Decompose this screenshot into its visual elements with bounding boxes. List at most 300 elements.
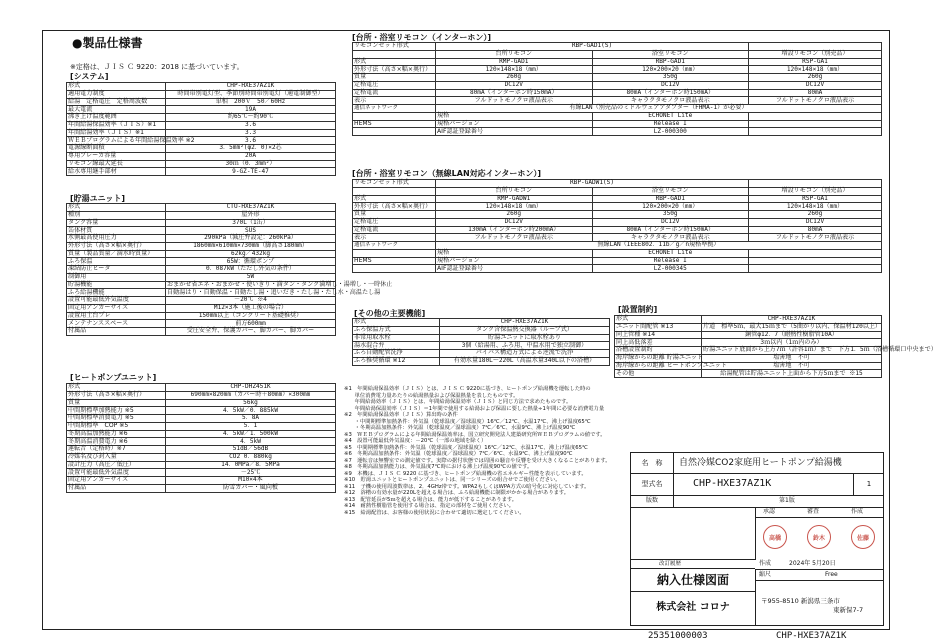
other-heading: [その他の主要機能] xyxy=(354,309,426,318)
product-name: 自然冷媒CO2家庭用ヒートポンプ給湯機 xyxy=(679,458,842,468)
table-cell: CHP-DHZ451K xyxy=(166,384,336,392)
table-cell: 同上高低落差 xyxy=(615,339,702,347)
note-line: ※7 運転音は無響室での測定値です。実際の据付状態では周囲の騒音や反響を受け大きくなることがあります。 xyxy=(344,457,611,464)
table-cell: 5．1 xyxy=(166,422,336,430)
table-cell: 定格電流 xyxy=(353,226,436,234)
table-cell: 定格電圧 xyxy=(353,81,436,89)
approve-stamp: 高橋 xyxy=(763,525,787,549)
notes-block xyxy=(344,386,624,516)
note-line: ※5 中間期標準加熱条件：外気温（乾球温度／湿球温度）16℃／12℃、水温17℃、沸上げ温度65℃ xyxy=(344,444,588,451)
table-cell: RBP-GADW1(S) xyxy=(436,180,749,188)
table-row xyxy=(67,129,336,137)
table-cell: DC12V xyxy=(436,218,593,226)
table-row xyxy=(353,211,882,219)
table-cell: フルドットモノクロ液晶表示 xyxy=(436,234,593,242)
table-cell: RMP-GADW1 xyxy=(436,195,593,203)
table-cell: 外形寸法（高さ×幅×奥行） xyxy=(67,391,166,399)
note-line: ※8 冬期高温加熱能力は、外気温度7℃時における沸上げ温度90℃の値です。 xyxy=(344,464,533,470)
table-row xyxy=(67,281,336,289)
table-cell: 設置可能最低外気温度 xyxy=(67,469,166,477)
table-cell: 制御用 xyxy=(67,273,166,281)
table-cell: 3.6 xyxy=(166,137,336,145)
table-cell: 適用電力制度 xyxy=(67,90,166,98)
table-cell: DC12V xyxy=(592,218,749,226)
table-cell: 260g xyxy=(749,211,882,219)
tank-heading: [貯湯ユニット] xyxy=(70,194,125,203)
table-row xyxy=(353,74,882,82)
note-line: ・中間期標準加熱条件：外気温（乾球温度／湿球温度）16℃／12℃、水温17℃、沸上げ温度65℃ xyxy=(344,418,591,425)
review-stamp: 鈴木 xyxy=(807,525,831,549)
table-cell: 給湯配管は貯湯ユニット上面から下方5ｍまで ※15 xyxy=(702,370,882,378)
table-cell: 5．8A xyxy=(166,415,336,423)
note-line: 年間給湯効率（ＪＩＳ）とは、年間給湯保温効率（ＪＩＳ）と同じ方法で求めたものです。 xyxy=(344,399,572,405)
table-cell: ECHONET Lite xyxy=(592,112,749,120)
table-cell: その他 xyxy=(615,370,702,378)
table-cell: リモコン線最大延長 xyxy=(67,160,166,168)
table-cell: 年間給湯効率（ＪＩＳ）※1 xyxy=(67,129,166,137)
table-cell: 有線LAN（別売品のミドルウェアアダプター（FHMA-1）が必要） xyxy=(436,105,882,113)
note-line: ※2 年間給湯保温効率（ＪＩＳ）算出時の条件 xyxy=(344,412,458,418)
table-cell: Release I xyxy=(592,257,749,265)
table-row xyxy=(67,422,336,430)
table-row xyxy=(67,461,336,469)
table-cell: リモコンセット形式 xyxy=(353,43,436,51)
table-cell: フルドットモノクロ液晶表示 xyxy=(749,97,882,105)
table-cell: 湯水混合弁 xyxy=(353,342,440,350)
table-cell xyxy=(749,128,882,136)
table-cell: 前方600mm xyxy=(166,320,336,328)
table-cell: 80mA xyxy=(749,89,882,97)
table-cell: DC12V xyxy=(749,81,882,89)
table-cell: 非常用取水栓 xyxy=(353,334,440,342)
table-cell: 形式 xyxy=(353,319,440,327)
table-cell: ＷＥＢプログラムによる年間給湯保温効率 ※2 xyxy=(68,136,195,144)
table-cell: 規格バージョン xyxy=(436,120,593,128)
table-cell: 銅管φ12．7（耐熱性樹脂管10A） xyxy=(702,331,882,339)
table-cell: バイパス構造方式による逆流で洗浄 xyxy=(440,350,610,358)
table-cell: フルドットモノクロ液晶表示 xyxy=(436,97,593,105)
table-cell: 80mA（インターホン時150mA） xyxy=(436,89,593,97)
table-row xyxy=(353,187,882,195)
table-cell: 浴槽設置制約 xyxy=(615,347,702,355)
table-cell: 増設リモコン（別売品） xyxy=(749,187,882,195)
table-cell: 質量 xyxy=(353,74,436,82)
table-cell: タンク含保温熱交換器（ループ式） xyxy=(440,326,610,334)
note-line: ※11 子機の使用周波数帯は、2．4GHz帯です。WPA2もしくはWPA方式の暗号化に対応しています。 xyxy=(344,483,590,490)
table-row xyxy=(353,334,610,342)
table-cell: 80mA（インターホン時150mA） xyxy=(592,89,749,97)
table-cell xyxy=(353,265,436,273)
table-row xyxy=(67,168,336,176)
table-row xyxy=(67,430,336,438)
install-heading: [設置制約] xyxy=(618,305,658,314)
note-line: 年間給湯保温効率（ＪＩＳ）＝1年間で使用する給湯および保温に要した熱量÷1年間に必要な消費電力量 xyxy=(344,405,605,412)
table-row xyxy=(67,250,336,258)
table-cell: 0．087kW（ただし外気の条件） xyxy=(166,266,336,274)
table-row xyxy=(615,323,882,331)
table-cell: 350g xyxy=(592,211,749,219)
table-row xyxy=(353,242,882,250)
table-cell: 防雪カバー・風向板 xyxy=(166,484,336,492)
table-cell: 65W：循環ポンプ xyxy=(166,258,336,266)
table-cell: 規格 xyxy=(436,112,593,120)
table-cell xyxy=(353,249,436,257)
note-line: ※12 浴槽の有効水量が220Lを超える場合は、ふろ給湯機能に制限がかかる場合があります。 xyxy=(344,490,570,496)
table-cell: 専用ブレーカ容量 xyxy=(67,152,166,160)
table-cell: 定格電圧 xyxy=(353,218,436,226)
table-cell: HEMS xyxy=(353,120,436,128)
table-cell: AIF認証登録番号 xyxy=(436,265,593,273)
table-cell: 浴室リモコン xyxy=(592,50,749,58)
table-cell: 形式 xyxy=(67,83,166,91)
table-cell: SUS xyxy=(166,227,336,235)
table-cell: 水側最高使用圧力 xyxy=(67,235,166,243)
table-row xyxy=(67,391,336,399)
table-cell: 中間期標準加熱能力 ※5 xyxy=(67,407,166,415)
table-cell: 5W xyxy=(166,273,336,281)
other-table xyxy=(352,318,610,366)
table-row xyxy=(615,370,882,378)
table-row xyxy=(67,98,336,106)
table-cell: RMP-GAD1 xyxy=(436,58,593,66)
table-cell: 冬期高温加熱能力 ※6 xyxy=(67,430,166,438)
table-cell: 規格 xyxy=(436,249,593,257)
table-cell: 260g xyxy=(749,74,882,82)
table-cell: ふろ自動配管洗浄 xyxy=(353,350,440,358)
remote2-heading: [台所・浴室リモコン（無線LAN対応インターホン）] xyxy=(352,169,541,178)
table-row xyxy=(353,128,882,136)
table-row xyxy=(67,137,336,145)
table-cell: 単相 200Ｖ 50／60Hz xyxy=(166,98,336,106)
table-cell: 質量 xyxy=(353,211,436,219)
table-cell: 9-GZ-TE-47 xyxy=(166,168,336,176)
table-cell: 固定用アンカーサイズ xyxy=(67,304,166,312)
table-row xyxy=(67,121,336,129)
table-cell: 3.3 xyxy=(166,129,336,137)
table-row xyxy=(67,90,336,98)
table-cell: 自動湯はり・自動保温・自動たし湯・追いだき・たし湯・たし水・高温たし湯 xyxy=(167,288,381,296)
table-row xyxy=(67,477,336,485)
table-cell: HEMS xyxy=(353,257,436,265)
system-table xyxy=(66,82,336,176)
table-cell: 3ｍ以内（1ｍ内のみ） xyxy=(702,339,882,347)
note-line: ※10 貯湯ユニットとヒートポンプユニットは、同一シリーズの組合せでご使用ください。 xyxy=(344,477,561,483)
table-cell: 形式 xyxy=(67,204,166,212)
table-cell: DC12V xyxy=(749,218,882,226)
table-row xyxy=(67,219,336,227)
table-cell: 海岸線からの距離 貯湯ユニット xyxy=(616,354,704,362)
table-cell xyxy=(749,257,882,265)
table-cell: 通信ネットワーク xyxy=(353,242,436,250)
table-cell: 350g xyxy=(592,74,749,82)
table-cell: 冷媒名及び封入量 xyxy=(67,453,166,461)
table-cell: 海岸線からの距離 ヒートポンプユニット xyxy=(616,361,727,369)
table-cell: CHP-HXE37AZ1K xyxy=(166,83,336,91)
system-heading: [システム] xyxy=(70,72,109,81)
address-line1: 新潟県三条市 xyxy=(800,597,840,605)
table-cell: ふろ保温 xyxy=(67,258,166,266)
address-line2: 東新保7-7 xyxy=(833,606,864,614)
table-cell: 20A xyxy=(166,152,336,160)
table-cell: 設置可能最低外気温度 xyxy=(67,297,166,305)
table-row xyxy=(67,242,336,250)
note-line: ※13 配管延長が5ｍを超える場合は、能力が低下することがあります。 xyxy=(344,496,518,503)
table-cell: 120×200×20（mm） xyxy=(592,66,749,74)
table-cell: 貯湯ユニットに取水栓あり xyxy=(440,334,610,342)
table-cell: 外形寸法（高さ×幅×奥行） xyxy=(353,66,436,74)
table-cell: 表示 xyxy=(353,97,436,105)
table-cell: タンク容量 xyxy=(67,219,166,227)
table-row xyxy=(67,453,336,461)
table-cell: 凍結防止ヒータ xyxy=(67,266,166,274)
table-row xyxy=(353,195,882,203)
table-cell: 種別 xyxy=(67,211,166,219)
table-cell: 増設リモコン（別売品） xyxy=(749,50,882,58)
table-row xyxy=(353,105,882,113)
table-cell: 電源線断面積 xyxy=(67,145,166,153)
table-row xyxy=(67,211,336,219)
note-line: ※15 給湯配管は、お客様の使用状況に合わせて適切に選定してください。 xyxy=(344,509,525,516)
table-cell: おまかせ省エネ・おまかせ・使いきり・満タン・タンク満増し・湯増し・一時休止 xyxy=(167,280,393,288)
table-cell: 設置用土台プレ xyxy=(67,312,166,320)
table-row xyxy=(353,50,882,58)
table-cell: RBP-GAD1 xyxy=(592,58,749,66)
table-cell: 台所リモコン xyxy=(436,50,593,58)
revision-label: 改訂履歴 xyxy=(631,559,755,569)
table-cell xyxy=(353,50,436,58)
table-row xyxy=(67,160,336,168)
table-cell: 260g xyxy=(436,74,593,82)
table-cell: 4．5kW／1．500kW xyxy=(166,430,336,438)
version-label: 版数 xyxy=(631,495,674,507)
table-row xyxy=(67,204,336,212)
table-cell: CO2 0．880kg xyxy=(166,453,336,461)
table-cell: 290kPa（減圧弁設定：260kPa） xyxy=(166,235,336,243)
install-table xyxy=(614,315,937,378)
table-row xyxy=(353,218,882,226)
scale-label: 縮尺 xyxy=(759,571,772,578)
approve-label: 承認 xyxy=(763,508,776,515)
table-row xyxy=(67,399,336,407)
table-row xyxy=(67,266,336,274)
table-cell: DC12V xyxy=(592,81,749,89)
table-cell: 年間給湯保温効率（ＪＩＳ）※1 xyxy=(67,121,166,129)
table-cell: 設計圧力（高圧／低圧） xyxy=(67,461,166,469)
model-label: 型式名 xyxy=(631,473,674,495)
standard-note: ※定格は、ＪＩＳ Ｃ 9220：2018 に基づいています。 xyxy=(70,63,244,71)
table-cell: 缶体材質 xyxy=(67,227,166,235)
table-row xyxy=(615,362,882,370)
table-cell: 56kg xyxy=(166,399,336,407)
table-cell xyxy=(749,249,882,257)
table-cell: 3個（給湯用、ふろ用、中温水用で独立制御） xyxy=(440,342,610,350)
table-cell: 定格電流 xyxy=(353,89,436,97)
table-cell: DC12V xyxy=(436,81,593,89)
table-cell: 浴室リモコン xyxy=(592,187,749,195)
table-row xyxy=(67,304,336,312)
table-cell: ユニット間配管 ※13 xyxy=(615,323,702,331)
table-cell: ECHONET Lite xyxy=(592,249,749,257)
table-cell: －25℃ xyxy=(166,469,336,477)
table-cell: CHP-HXE37AZ1K xyxy=(702,316,882,324)
table-cell: Release I xyxy=(592,120,749,128)
table-cell: 約65℃～約90℃ xyxy=(166,114,336,122)
revision-area xyxy=(631,507,756,560)
table-cell: CHP-HXE37AZ1K xyxy=(440,319,610,327)
approval-header xyxy=(755,507,883,518)
table-cell: 260g xyxy=(436,211,593,219)
table-cell xyxy=(353,128,436,136)
table-cell: 質量 xyxy=(67,399,166,407)
review-label: 審査 xyxy=(807,508,820,515)
table-cell: 有効水量180L～220L（高温水量340L以下の浴槽） xyxy=(440,357,610,365)
table-row xyxy=(353,89,882,97)
table-cell: 130mA（インターホン時200mA） xyxy=(436,226,593,234)
note-line: ※4 設置可能最低外気温度：－20℃（一部の地域を除く） xyxy=(344,438,487,444)
table-cell: ふろ推奨循環 ※12 xyxy=(353,357,440,365)
table-cell: RSP-GA1 xyxy=(749,58,882,66)
table-cell: 受圧安全弁、保護カバー、脚カバー、脚カバー xyxy=(166,328,336,336)
table-cell xyxy=(749,265,882,273)
table-cell: キャラクタモノクロ液晶表示 xyxy=(592,234,749,242)
table-cell: 120×148×18（mm） xyxy=(749,66,882,74)
table-cell: 51dB／56dB xyxy=(166,446,336,454)
table-row xyxy=(67,152,336,160)
table-cell: 150mm以上（コンクリート基礎推奨） xyxy=(166,312,336,320)
remote1-heading: [台所・浴室リモコン（インターホン）] xyxy=(352,33,491,42)
scale-row xyxy=(755,569,883,581)
table-row xyxy=(615,354,882,362)
table-cell: 同上管種 ※14 xyxy=(615,331,702,339)
remote1-table xyxy=(352,42,882,136)
table-cell: 給水専用継手部材 xyxy=(67,168,166,176)
draft-label: 作成 xyxy=(851,508,864,515)
table-cell: 規格バージョン xyxy=(436,257,593,265)
footer-code: 25351000003 xyxy=(648,631,708,641)
table-cell: LZ-000300 xyxy=(592,128,749,136)
date-value: 2024年 5月20日 xyxy=(789,560,836,567)
hp-table xyxy=(66,383,336,493)
table-cell: 形式 xyxy=(615,316,702,324)
table-cell: M12×3本（施工後の場合） xyxy=(166,304,336,312)
table-cell: 形式 xyxy=(353,195,436,203)
table-cell: 通信ネットワーク xyxy=(353,105,436,113)
table-row xyxy=(67,328,336,336)
table-cell: 62kg／432kg xyxy=(166,250,336,258)
table-row xyxy=(67,484,336,492)
table-cell: 冬期高温消費電力 ※6 xyxy=(67,438,166,446)
table-row xyxy=(353,81,882,89)
company-name: 株式会社 コロナ xyxy=(631,591,756,625)
table-cell: 表示 xyxy=(353,234,436,242)
table-cell: AIF認証登録番号 xyxy=(436,128,593,136)
table-cell: M10×4本 xyxy=(166,477,336,485)
table-cell: 貯湯機能 xyxy=(67,281,166,289)
name-label: 名 称 xyxy=(631,453,674,473)
company-address xyxy=(761,597,863,615)
table-cell: 3．5mm²(φ2．0)×2芯 xyxy=(166,145,336,153)
table-cell: 時間帯別電灯型、季節別時間帯別電灯（通電制御型） xyxy=(166,90,336,98)
remote2-table xyxy=(352,179,882,273)
table-row xyxy=(353,226,882,234)
table-cell: 沸き上げ温度範囲 xyxy=(67,114,166,122)
table-cell: 貯湯ユニット底面から上方7ｍ（許容1ｍ）まで 下方1．5ｍ（浴槽循環口中央まで） xyxy=(703,346,937,354)
table-cell: RBP-GAD1(S) xyxy=(436,43,749,51)
note-line: ※1 年間給湯保温効率（ＪＩＳ）とは、ＪＩＳ Ｃ 9220に基づき、ヒートポンプ給湯機を運転した時の xyxy=(344,386,591,392)
table-cell: RBP-GAD1 xyxy=(592,195,749,203)
scale-value: Free xyxy=(825,571,838,578)
note-line: ※14 耐熱性樹脂管を使用する場合は、指定の部材をご使用ください。 xyxy=(344,503,515,509)
table-cell: 付属品 xyxy=(67,484,166,492)
sheet-title: ●製品仕様書 xyxy=(72,36,143,50)
table-cell xyxy=(749,112,882,120)
hp-heading: [ヒートポンプユニット] xyxy=(70,373,157,382)
table-cell xyxy=(749,120,882,128)
table-row xyxy=(353,66,882,74)
table-cell: 形式 xyxy=(67,384,166,392)
table-cell: フルドットモノクロ液晶表示 xyxy=(749,234,882,242)
table-cell: 370L（1缶） xyxy=(166,219,336,227)
table-cell: CTU-HXE37AZ1K xyxy=(166,204,336,212)
table-cell: 120×200×20（mm） xyxy=(592,203,749,211)
table-cell: 120×148×18（mm） xyxy=(436,66,593,74)
table-cell: 外形寸法（高さ×幅×奥行） xyxy=(67,242,166,250)
table-cell xyxy=(353,112,436,120)
table-row xyxy=(353,357,610,365)
table-cell: －20℃ ※4 xyxy=(166,297,336,305)
table-row xyxy=(67,273,336,281)
address-zip: 〒955-8510 xyxy=(761,597,799,605)
table-cell: 80mA（インターホン時150mA） xyxy=(592,226,749,234)
table-cell: ふろ保温方式 xyxy=(353,326,440,334)
table-cell: 中間期標準 COP ※5 xyxy=(67,422,166,430)
table-cell: リモコンセット形式 xyxy=(353,180,436,188)
table-row xyxy=(615,331,882,339)
table-cell: 14．0MPa／8．5MPa xyxy=(166,461,336,469)
table-cell: 4．5kW／0．885kW xyxy=(166,407,336,415)
table-cell: LZ-000345 xyxy=(592,265,749,273)
table-cell: 3.6 xyxy=(166,121,336,129)
table-cell: 外形寸法（高さ×幅×奥行） xyxy=(353,203,436,211)
title-block xyxy=(630,452,884,626)
table-row xyxy=(353,249,882,257)
table-cell: 120×148×18（mm） xyxy=(749,203,882,211)
table-cell: 質量（製品質量／満水時質量） xyxy=(67,250,166,258)
table-cell: 台所リモコン xyxy=(436,187,593,195)
table-row xyxy=(67,312,336,320)
sheet-number: 1 xyxy=(853,473,884,495)
table-cell xyxy=(353,187,436,195)
table-cell: 690mm×820mm（カバー時＋80mm）×300mm xyxy=(166,391,336,399)
table-cell: 19A xyxy=(166,106,336,114)
table-cell: キャラクタモノクロ液晶表示 xyxy=(592,97,749,105)
note-line: ※9 本機は、ＪＩＳ Ｃ 9220 に基づき、ヒートポンプ給湯機の省エネルギー性能を表示しています。 xyxy=(344,470,587,477)
date-label: 作成 xyxy=(759,560,772,567)
table-cell: メンテナンススペース xyxy=(67,320,166,328)
table-row xyxy=(353,58,882,66)
table-cell: 屋外形 xyxy=(166,211,336,219)
table-cell: 付属品 xyxy=(67,328,166,336)
note-line: ※6 冬期高温加熱条件：外気温（乾球温度／湿球温度）7℃／6℃、水温9℃、沸上げ温度90℃ xyxy=(344,451,573,457)
table-cell: 1860mm×610mm×730mm（脚高さ180mm） xyxy=(166,242,336,250)
table-cell: 固定用アンカーサイズ xyxy=(67,477,166,485)
note-line: 単位消費電力量あたりの給湯熱量および保温熱量を表したものです。 xyxy=(344,392,519,399)
note-line: ・冬期高温加熱条件：外気温（乾球温度／湿球温度）7℃／6℃、水温9℃、沸上げ温度90℃ xyxy=(344,425,576,431)
table-cell: 給湯 定格電圧 定格周波数 xyxy=(67,98,166,106)
table-cell: 無線LAN（IEEE802．11b／g／n規格準拠） xyxy=(436,242,882,250)
table-row xyxy=(353,203,882,211)
table-cell: 塩害地 不可 xyxy=(702,354,882,362)
